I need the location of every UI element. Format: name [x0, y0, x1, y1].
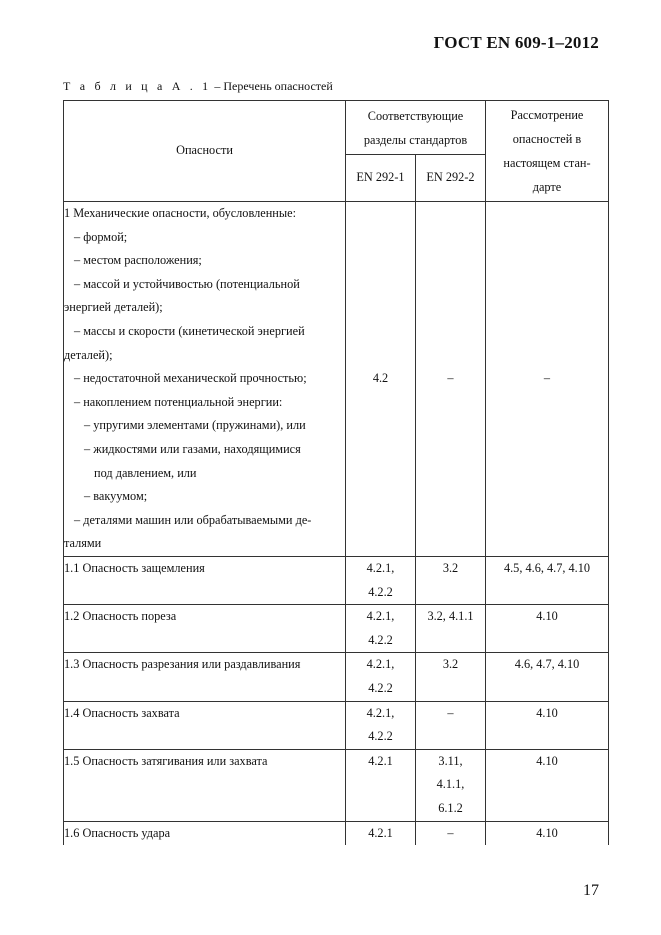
header-consideration — [486, 101, 609, 202]
cell-line: 4.1.1, — [436, 777, 465, 792]
hazard-line: – вакуумом; — [84, 489, 148, 504]
hazard-line: – деталями машин или обрабатываемыми де- — [74, 512, 312, 527]
en292-2-cell: – — [416, 701, 486, 749]
en292-2-cell: 3.2, 4.1.1 — [416, 605, 486, 653]
en292-1-cell — [346, 557, 416, 605]
cell-line: 4.2.2 — [368, 680, 393, 695]
consideration-cell: 4.5, 4.6, 4.7, 4.10 — [486, 557, 609, 605]
hazard-table — [63, 100, 609, 845]
en292-2-cell: – — [416, 821, 486, 845]
cell-line: 3.11, — [438, 753, 463, 768]
table-row — [64, 749, 609, 821]
hazard-line: деталей); — [64, 347, 113, 362]
en292-2-cell: 3.2 — [416, 653, 486, 701]
header-standards-line2: разделы стандартов — [363, 132, 468, 147]
hazard-line: – жидкостями или газами, находящимися — [84, 441, 301, 456]
cell-line: 4.2.1, — [366, 561, 395, 575]
hazard-line: 1 Механические опасности, обусловленные: — [64, 206, 296, 220]
table-row — [64, 701, 609, 749]
table-caption — [63, 79, 333, 94]
table-row — [64, 821, 609, 845]
cell-line: 4.2.1, — [366, 705, 395, 720]
en292-1-cell: 4.2 — [346, 202, 416, 557]
en292-2-cell: 3.2 — [416, 557, 486, 605]
en292-1-cell: 4.2.1 — [346, 749, 416, 821]
cell-line: 4.2.2 — [368, 584, 393, 599]
hazard-line: энергией деталей); — [64, 300, 163, 315]
hazard-cell — [64, 202, 346, 557]
hazard-line: талями — [64, 536, 102, 551]
consideration-cell: 4.6, 4.7, 4.10 — [486, 653, 609, 701]
cell-line: 4.2.1, — [366, 657, 395, 672]
consideration-cell: 4.10 — [486, 821, 609, 845]
document-title: ГОСТ EN 609-1–2012 — [433, 33, 599, 52]
table-row — [64, 605, 609, 653]
header-consideration-line1: Рассмотрение — [510, 108, 584, 122]
hazard-line: – формой; — [74, 229, 128, 244]
header-en292-2: EN 292-2 — [416, 155, 486, 202]
header-standards-sections — [346, 101, 486, 155]
en292-1-cell — [346, 701, 416, 749]
header-consideration-line3: настоящем стан- — [503, 156, 591, 170]
cell-line: 4.2.2 — [368, 729, 393, 744]
header-standards-line1: Соответствующие — [367, 108, 464, 123]
hazard-cell: 1.6 Опасность удара — [64, 821, 346, 845]
en292-1-cell — [346, 653, 416, 701]
header-consideration-line4: дарте — [532, 180, 562, 194]
hazard-cell: 1.1 Опасность защемления — [64, 557, 346, 605]
header-consideration-line2: опасностей в — [512, 132, 582, 146]
hazard-line: – местом расположения; — [74, 253, 202, 268]
header-hazards: Опасности — [64, 101, 346, 202]
consideration-cell: 4.10 — [486, 605, 609, 653]
consideration-cell: – — [486, 202, 609, 557]
hazard-line: – упругими элементами (пружинами), или — [84, 418, 306, 433]
hazard-line: – накоплением потенциальной энергии: — [74, 394, 283, 409]
table-row — [64, 653, 609, 701]
hazard-line: – массой и устойчивостью (потенциальной — [74, 276, 300, 291]
table-caption-label: Т а б л и ц а А . 1 — [63, 79, 212, 93]
hazard-cell: 1.5 Опасность затягивания или захвата — [64, 749, 346, 821]
consideration-cell: 4.10 — [486, 701, 609, 749]
en292-1-cell — [346, 605, 416, 653]
hazard-cell: 1.4 Опасность захвата — [64, 701, 346, 749]
consideration-cell: 4.10 — [486, 749, 609, 821]
hazard-line: – массы и скорости (кинетической энергией — [74, 323, 305, 338]
cell-line: 6.1.2 — [438, 800, 463, 815]
en292-2-cell: – — [416, 202, 486, 557]
cell-line: 4.2.1, — [366, 609, 395, 624]
hazard-cell: 1.3 Опасность разрезания или раздавливания — [64, 653, 346, 701]
en292-2-cell — [416, 749, 486, 821]
hazard-line: под давлением, или — [94, 465, 197, 480]
hazard-line: – недостаточной механической прочностью; — [74, 371, 307, 386]
table-row — [64, 202, 609, 557]
table-header-row — [64, 101, 609, 155]
cell-line: 4.2.2 — [368, 632, 393, 647]
hazard-cell: 1.2 Опасность пореза — [64, 605, 346, 653]
table-caption-text: – Перечень опасностей — [211, 79, 333, 93]
header-en292-1: EN 292-1 — [346, 155, 416, 202]
page-number: 17 — [583, 882, 599, 899]
en292-1-cell: 4.2.1 — [346, 821, 416, 845]
table-row — [64, 557, 609, 605]
